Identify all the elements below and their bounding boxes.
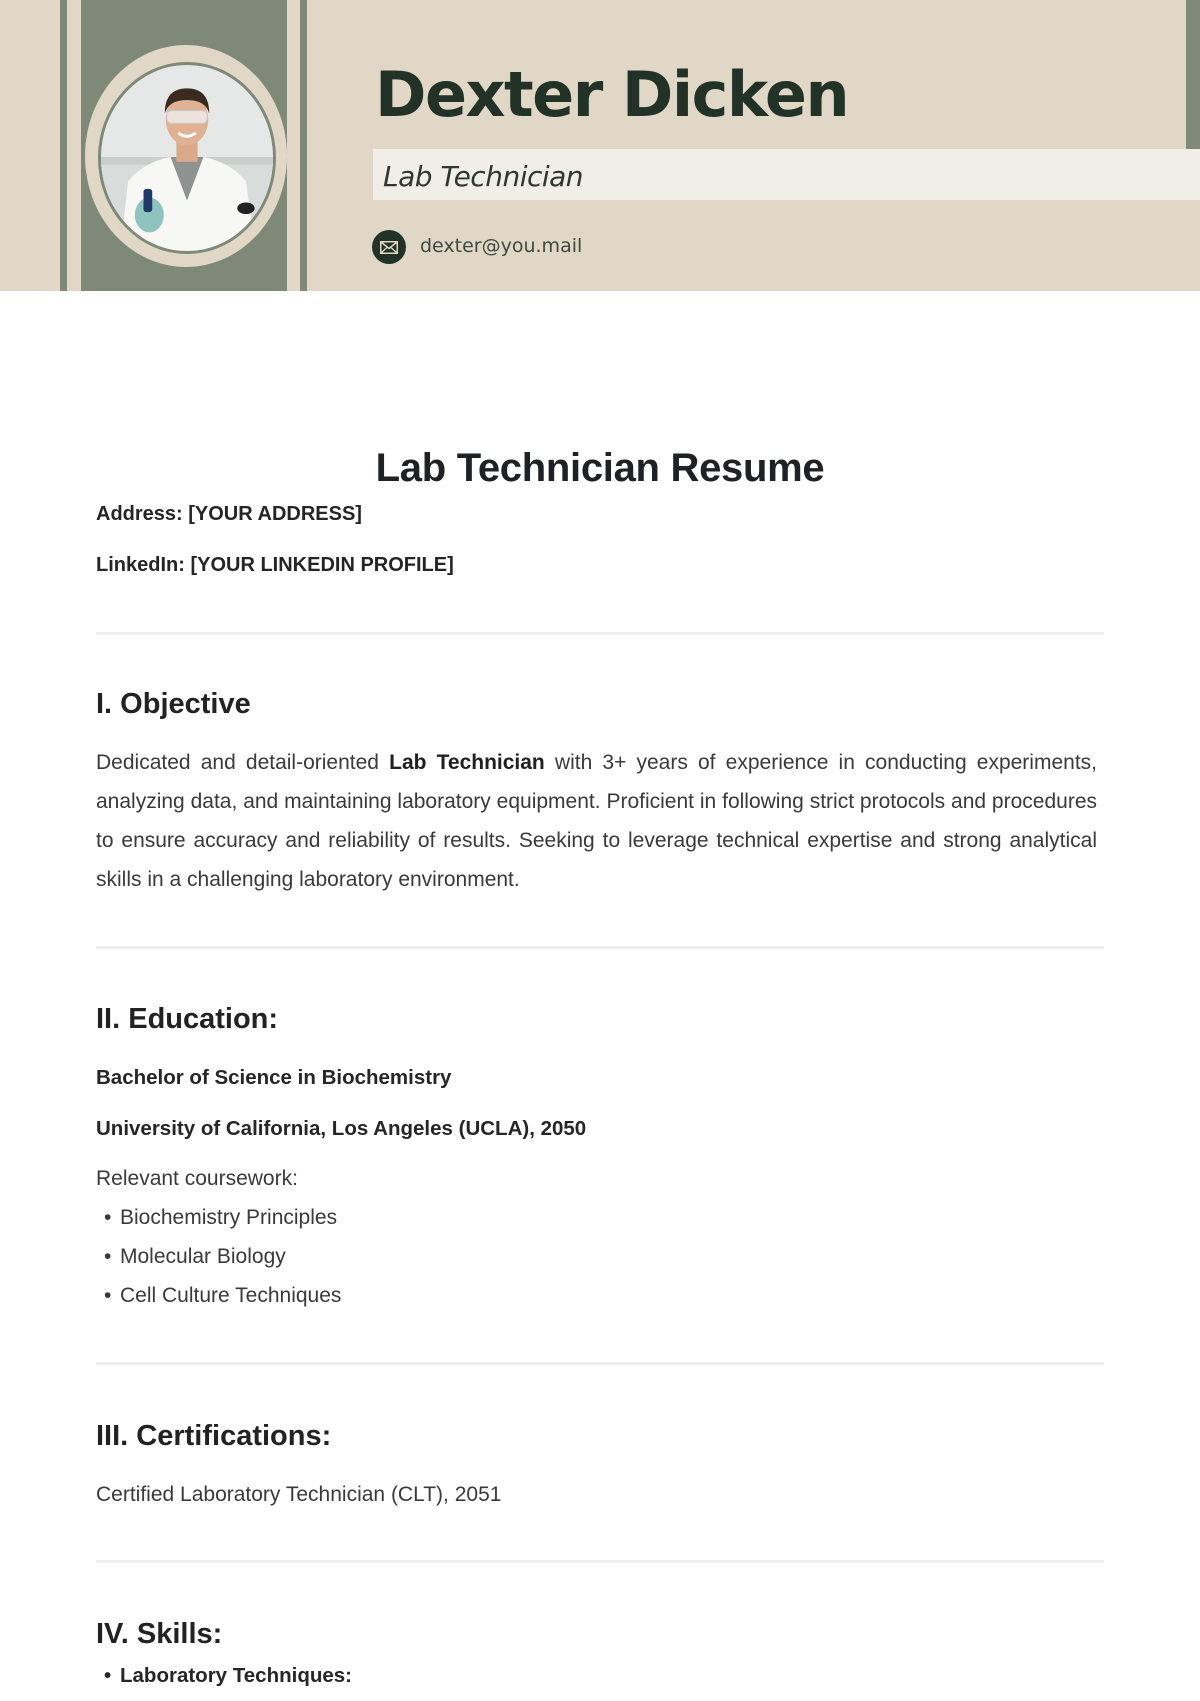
- certification-item: Certified Laboratory Technician (CLT), 2051: [96, 1483, 502, 1506]
- decorative-bar-left-thin: [60, 0, 67, 291]
- coursework-item: • Cell Culture Techniques: [104, 1284, 341, 1308]
- decorative-bar-edge: [1186, 0, 1200, 149]
- decorative-bar-right-thin: [300, 0, 307, 291]
- section-heading-certifications: III. Certifications:: [96, 1420, 332, 1452]
- email-link[interactable]: dexter@you.mail: [420, 235, 583, 257]
- candidate-name: Dexter Dicken: [375, 58, 849, 131]
- person-photo-icon: [101, 65, 273, 251]
- section-heading-skills: IV. Skills:: [96, 1618, 223, 1650]
- section-heading-objective: I. Objective: [96, 688, 251, 720]
- resume-header: [0, 0, 1200, 291]
- objective-text-bold: Lab Technician: [389, 751, 545, 774]
- section-divider: [96, 1560, 1104, 1563]
- coursework-label: Relevant coursework:: [96, 1167, 298, 1190]
- job-title: Lab Technician: [383, 160, 584, 193]
- education-degree: Bachelor of Science in Biochemistry: [96, 1066, 452, 1089]
- section-divider: [96, 946, 1104, 949]
- document-title: Lab Technician Resume: [375, 446, 825, 490]
- education-school: University of California, Los Angeles (UCLA), 2050: [96, 1117, 587, 1140]
- profile-photo: [98, 62, 276, 254]
- coursework-item: • Molecular Biology: [104, 1245, 286, 1269]
- skill-item: • Laboratory Techniques:: [104, 1664, 352, 1688]
- section-heading-education: II. Education:: [96, 1003, 279, 1035]
- section-divider: [96, 632, 1104, 635]
- objective-text-end: with 3+ years of experience in conducting experiments, analyzing data, and maintaining laboratory equipment. Proficient in following strict protocols and procedures to ensure accuracy and reliability of results. Seeking to leverage technical expertise and strong analytical skills in a challenging laboratory environment.: [96, 751, 1097, 891]
- job-title-band: [373, 149, 1200, 200]
- linkedin-line: LinkedIn: [YOUR LINKEDIN PROFILE]: [96, 554, 454, 576]
- objective-text: [96, 743, 1097, 899]
- envelope-icon: [372, 230, 406, 264]
- objective-text-start: Dedicated and detail-oriented: [96, 751, 390, 774]
- address-line: Address: [YOUR ADDRESS]: [96, 503, 362, 525]
- coursework-item: • Biochemistry Principles: [104, 1206, 337, 1230]
- section-divider: [96, 1362, 1104, 1365]
